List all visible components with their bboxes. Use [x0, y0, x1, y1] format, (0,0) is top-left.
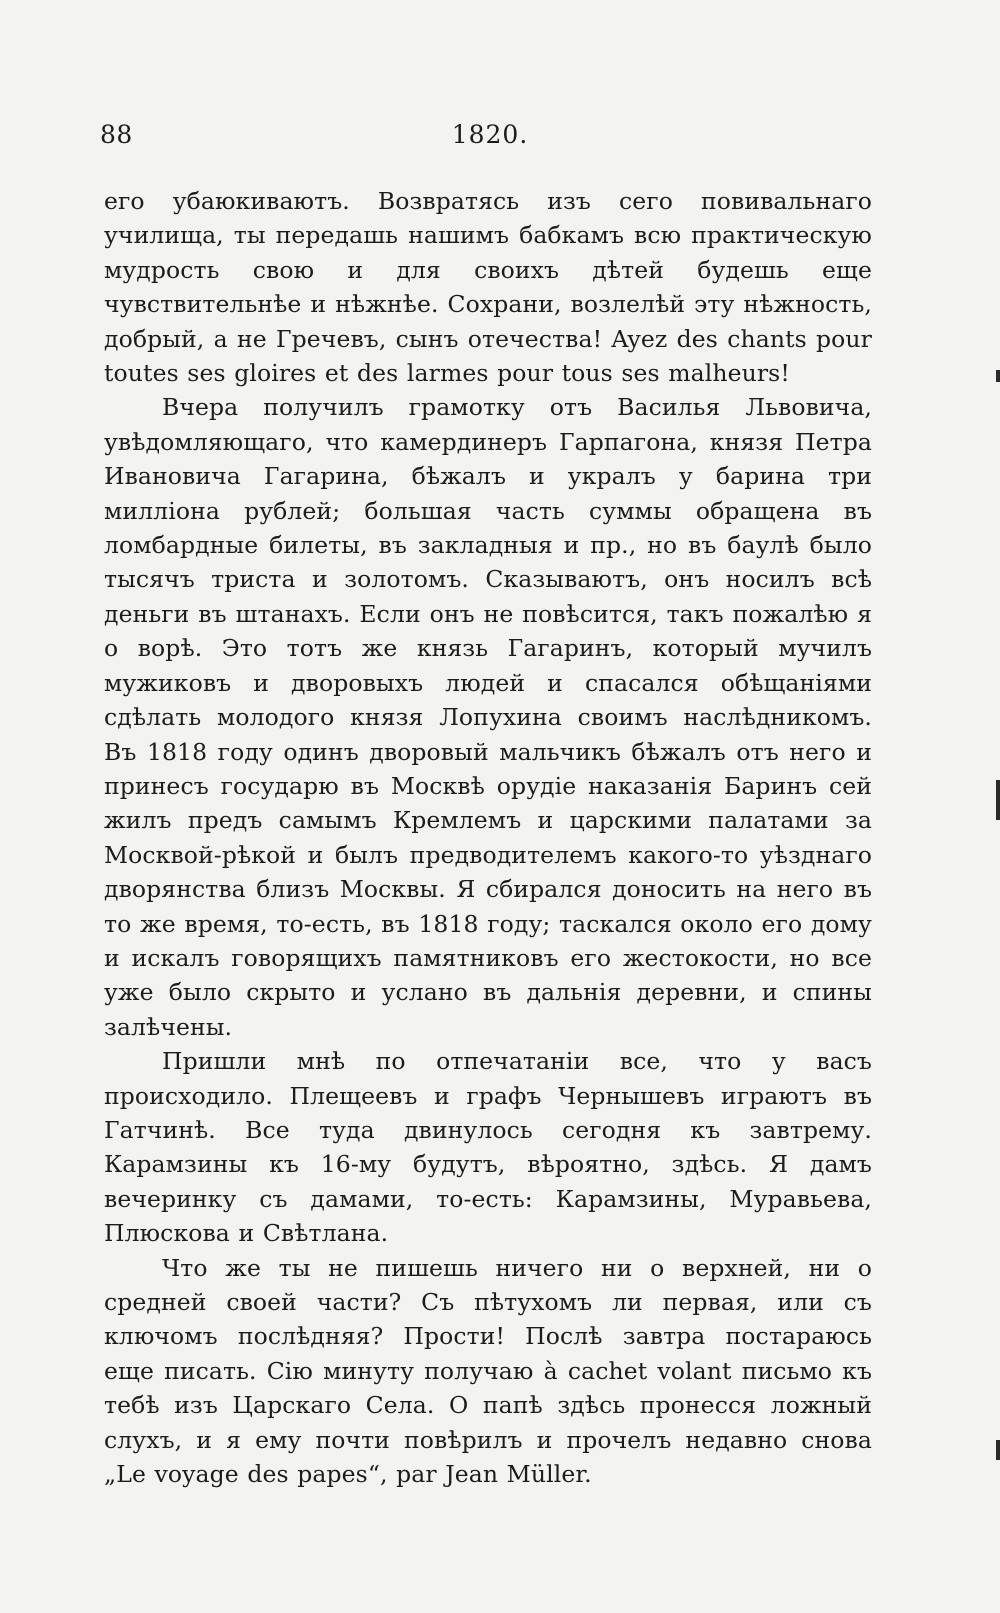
paragraph-3: Пришли мнѣ по отпечатаніи все, что у васъ происходило. Плещеевъ и графъ Чернышевъ играютъ въ Гатчинѣ. Все туда двинулось сегодня къ завтрему. Карамзины къ 16-му будутъ, вѣроятно, здѣсь. Я дамъ вечеринку съ дамами, то-есть: Карамзины, Муравьева, Плюскова и Свѣтлана.	[104, 1047, 872, 1248]
scan-edge-mark	[996, 1440, 1000, 1460]
scan-edge-mark	[996, 780, 1000, 820]
scan-edge-mark	[996, 370, 1000, 382]
page-header	[100, 120, 880, 160]
running-head: 1820.	[451, 120, 529, 149]
paragraph-4: Что же ты не пишешь ничего ни о верхней, ни о средней своей части? Съ пѣтухомъ ли первая, или съ ключомъ послѣдняя? Прости! Послѣ завтра постараюсь еще писать. Сію минуту получаю à cachet volant письмо къ тебѣ изъ Царскаго Села. О папѣ здѣсь пронесся ложный слухъ, и я ему почти повѣрилъ и прочелъ недавно снова „Le voyage des papes“, par Jean Müller.	[104, 1253, 872, 1489]
body-text	[104, 184, 872, 1491]
paragraph-1: его убаюкиваютъ. Возвратясь изъ сего повивальнаго училища, ты передашь нашимъ бабкамъ всю практическую мудрость свою и для своихъ дѣтей будешь еще чувствительнѣе и нѣжнѣе. Сохрани, возлелѣй эту нѣжность, добрый, а не Гречевъ, сынъ отечества! Ayez des chants pour toutes ses gloires et des larmes pour tous ses malheurs!	[104, 187, 872, 388]
page-number: 88	[100, 120, 133, 149]
paragraph-2: Вчера получилъ грамотку отъ Василья Львовича, увѣдомляющаго, что камердинеръ Гарпагона, князя Петра Ивановича Гагарина, бѣжалъ и укралъ у барина три милліона рублей; большая часть суммы обращена въ ломбардные билеты, въ закладныя и пр., но въ баулѣ было тысячъ триста и золотомъ. Сказываютъ, онъ носилъ всѣ деньги въ штанахъ. Если онъ не повѣсится, такъ пожалѣю я о ворѣ. Это тотъ же князь Гагаринъ, который мучилъ мужиковъ и дворовыхъ людей и спасался обѣщаніями сдѣлать молодого князя Лопухина своимъ наслѣдникомъ. Въ 1818 году одинъ дворовый мальчикъ бѣжалъ отъ него и принесъ государю въ Москвѣ орудіе наказанія Баринъ сей жилъ предъ самымъ Кремлемъ и царскими палатами за Москвой-рѣкой и былъ предводителемъ какого-то уѣзднаго дворянства близъ Москвы. Я сбирался доносить на него въ то же время, то-есть, въ 1818 году; таскался около его дому и искалъ говорящихъ памятниковъ его жестокости, но все уже было скрыто и услано въ дальнія деревни, и спины залѣчены.	[104, 393, 872, 1041]
